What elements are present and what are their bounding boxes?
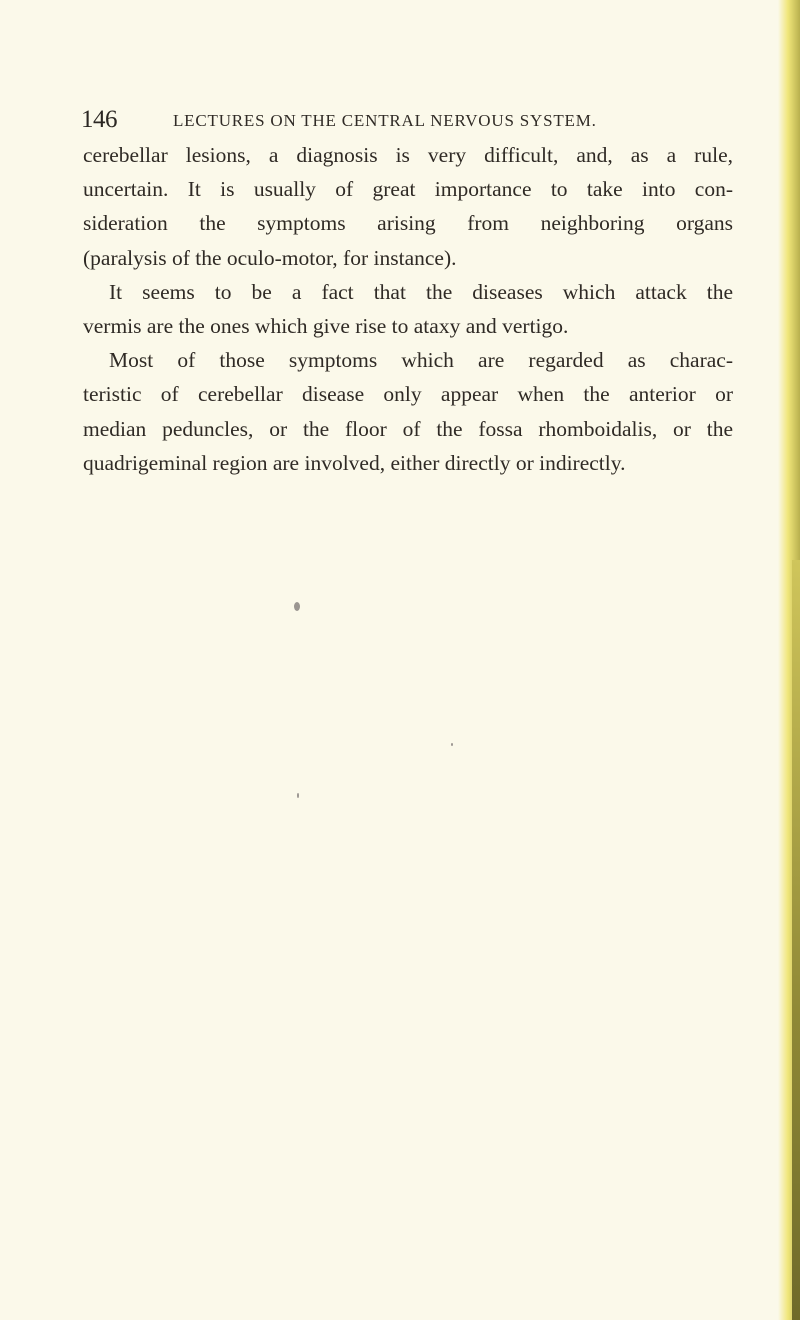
text-line: median peduncles, or the floor of the fossa rhomboidalis, or the <box>83 416 733 441</box>
text-line: sideration the symptoms arising from neighboring organs <box>83 211 733 236</box>
page-number: 146 <box>81 106 117 133</box>
body-text <box>83 138 733 480</box>
paragraph-start-line: Most of those symptoms which are regarded as charac- <box>109 348 733 373</box>
text-line: quadrigeminal region are involved, either directly or indirectly. <box>83 450 626 475</box>
paper-speck <box>294 602 300 611</box>
paper-speck <box>451 743 453 746</box>
paragraph-start-line: It seems to be a fact that the diseases which attack the <box>109 279 733 304</box>
text-line: teristic of cerebellar disease only appear when the anterior or <box>83 382 733 407</box>
text-line: uncertain. It is usually of great importance to take into con- <box>83 177 733 202</box>
text-line: vermis are the ones which give rise to ataxy and vertigo. <box>83 313 569 338</box>
text-line: (paralysis of the oculo-motor, for instance). <box>83 245 457 270</box>
text-line: cerebellar lesions, a diagnosis is very difficult, and, as a rule, <box>83 143 733 167</box>
running-head <box>81 106 721 140</box>
running-title: LECTURES ON THE CENTRAL NERVOUS SYSTEM. <box>173 111 597 130</box>
page-edge-binding <box>792 560 800 1320</box>
paper-speck <box>297 793 299 798</box>
